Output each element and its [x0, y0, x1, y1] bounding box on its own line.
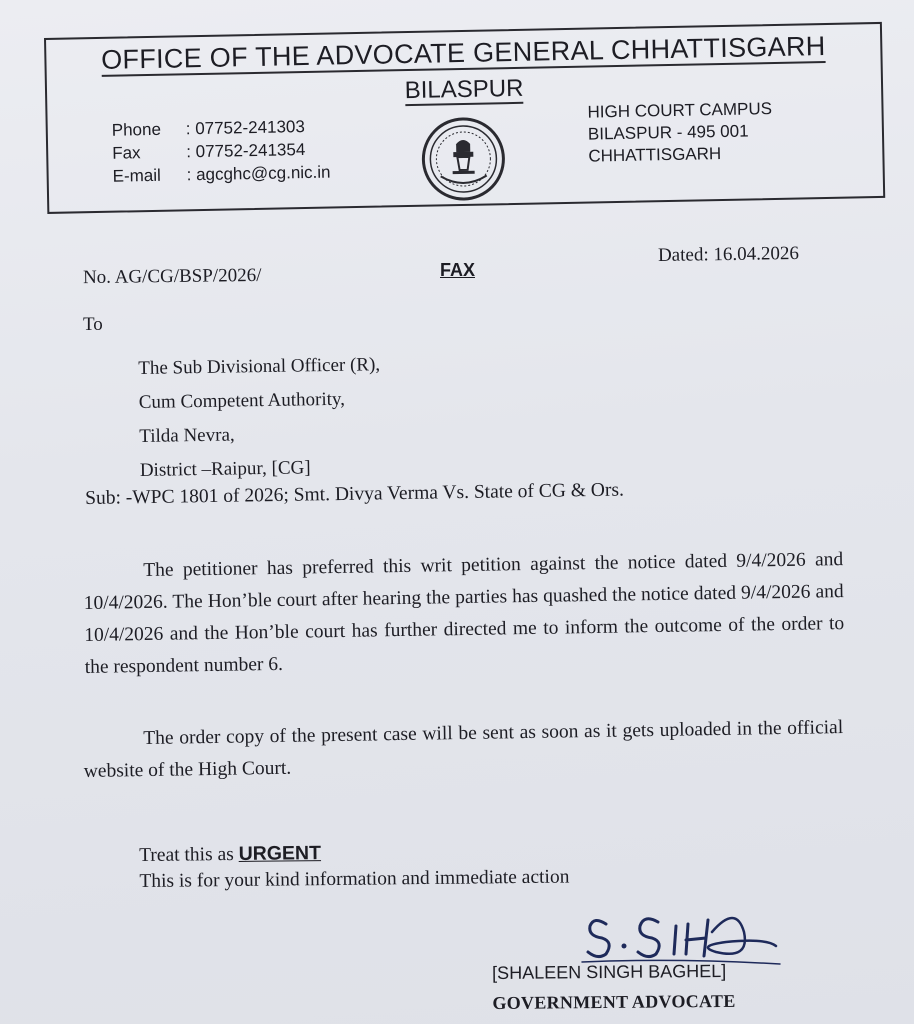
to-label: To — [83, 314, 103, 335]
addressee-line: District –Raipur, [CG] — [139, 457, 311, 481]
addressee-line: Cum Competent Authority, — [138, 388, 346, 413]
info-line: This is for your kind information and immediate action — [139, 866, 570, 892]
letter-date: Dated: 16.04.2026 — [657, 243, 800, 266]
contact-label: Phone — [111, 119, 162, 140]
signer-block — [492, 956, 736, 1018]
contact-value: : agcghc@cg.nic.in — [186, 162, 331, 185]
contact-value: : 07752-241354 — [186, 140, 306, 162]
address-line: HIGH COURT CAMPUS — [587, 99, 773, 122]
letterhead — [44, 22, 885, 214]
contact-label: E-mail — [112, 165, 162, 186]
body-paragraph: The order copy of the present case will be sent as soon as it gets uploaded in the official website of the High Court. — [83, 717, 844, 782]
office-city: BILASPUR — [404, 74, 524, 105]
addressee-block — [138, 348, 382, 488]
addressee-line: Tilda Nevra, — [139, 424, 235, 447]
reference-number: No. AG/CG/BSP/2026/ — [82, 264, 262, 289]
signer-name: [SHALEEN SINGH BAGHEL] — [492, 960, 727, 983]
contact-block — [112, 115, 331, 188]
office-title: OFFICE OF THE ADVOCATE GENERAL CHHATTISGARH — [100, 31, 826, 75]
office-address — [587, 98, 773, 168]
subject-line: Sub: -WPC 1801 of 2026; Smt. Divya Verma Vs. State of CG & Ors. — [85, 479, 625, 509]
address-line: CHHATTISGARH — [588, 144, 722, 166]
signer-designation: GOVERNMENT ADVOCATE — [492, 990, 736, 1013]
urgent-prefix: Treat this as — [139, 843, 239, 866]
contact-email — [112, 161, 330, 188]
addressee-line: The Sub Divisional Officer (R), — [138, 354, 381, 379]
contact-label: Fax — [112, 143, 141, 163]
address-line: BILASPUR - 495 001 — [587, 121, 749, 144]
state-emblem-icon — [420, 115, 508, 203]
body-paragraph: The petitioner has preferred this writ petition against the notice dated 9/4/2026 and 10/4/2026. The Hon’ble court after hearing the parties has quashed the notice dated 9/4/2026 and 10/4/2026 and the Hon’ble court has further directed me to inform the outcome of the order to the respondent number 6. — [83, 549, 845, 678]
closing-block — [139, 837, 570, 894]
contact-value: : 07752-241303 — [185, 117, 306, 139]
fax-heading: FAX — [440, 260, 476, 280]
urgent-emphasis: URGENT — [238, 842, 322, 865]
